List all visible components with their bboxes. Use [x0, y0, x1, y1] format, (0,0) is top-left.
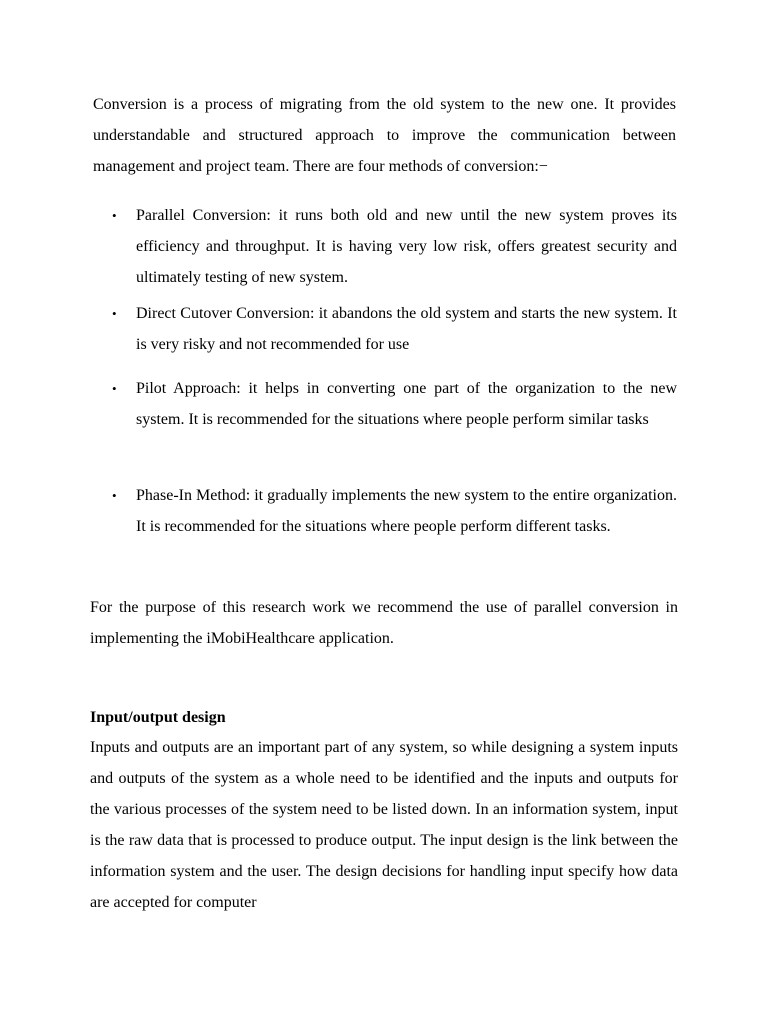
list-item-text: Parallel Conversion: it runs both old and new until the new system proves its efficiency and throughput. It is having very low risk, offers greatest security and ultimately testing of new system.	[136, 207, 677, 286]
intro-paragraph: Conversion is a process of migrating from the old system to the new one. It provides understandable and structured approach to improve the communication between management and project team. There are four methods of conversion:−	[93, 96, 676, 175]
list-item-text: Phase-In Method: it gradually implements the new system to the entire organization. It is recommended for the situations where people perform different tasks.	[136, 487, 677, 535]
bullet-icon: •	[112, 381, 117, 396]
recommendation-paragraph: For the purpose of this research work we recommend the use of parallel conversion in implementing the iMobiHealthcare application.	[90, 599, 678, 647]
list-item-text: Pilot Approach: it helps in converting one part of the organization to the new system. It is recommended for the situations where people perform similar tasks	[136, 380, 677, 428]
section-body-paragraph: Inputs and outputs are an important part of any system, so while designing a system inputs and outputs of the system as a whole need to be identified and the inputs and outputs for the various processes of the system need to be listed down. In an information system, input is the raw data that is processed to produce output. The input design is the link between the information system and the user. The design decisions for handling input specify how data are accepted for computer	[90, 739, 678, 911]
bullet-icon: •	[112, 208, 117, 223]
bullet-icon: •	[112, 306, 117, 321]
bullet-icon: •	[112, 488, 117, 503]
section-heading: Input/output design	[90, 709, 226, 726]
list-item-pilot-approach	[112, 373, 677, 435]
list-item-direct-cutover	[112, 298, 677, 360]
list-item-parallel-conversion	[112, 200, 677, 293]
list-item-phase-in-method	[112, 480, 677, 542]
list-item-text: Direct Cutover Conversion: it abandons the old system and starts the new system. It is very risky and not recommended for use	[136, 305, 677, 353]
